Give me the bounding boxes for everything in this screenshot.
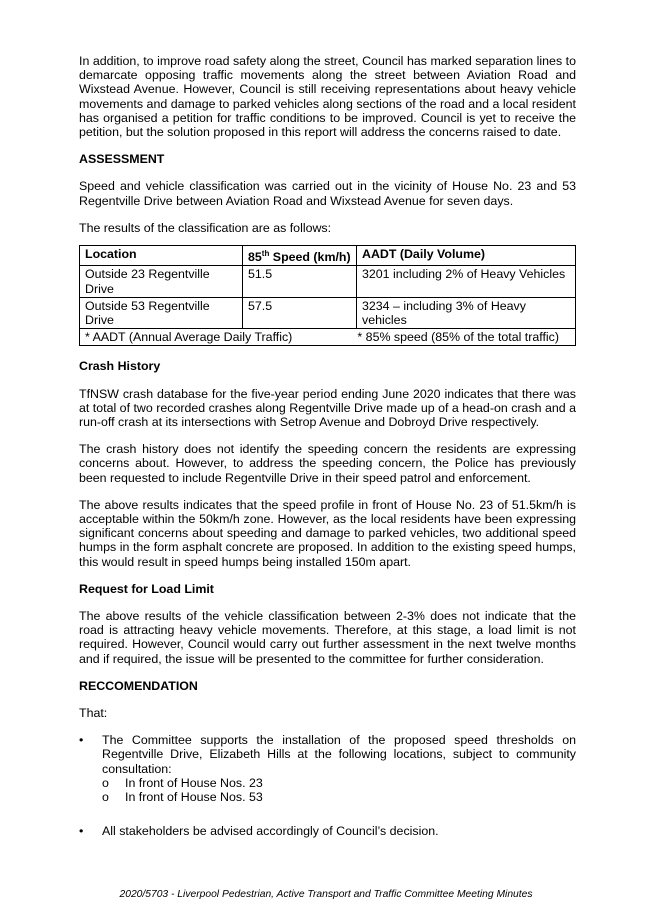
crash-paragraph-3: The above results indicates that the speed profile in front of House No. 23 of 51.5km/h is acceptable within the 50km/h zone. However, as the local residents have been expressing significant concerns about speeding and damage to parked vehicles, two additional speed humps in the form asphalt concrete are proposed. In addition to the existing speed humps, this would result in speed humps being installed 150m apart.: [79, 497, 576, 569]
header-location: Location: [80, 246, 243, 266]
cell-aadt: 3234 – including 3% of Heavy vehicles: [357, 297, 576, 328]
table-row: [80, 297, 576, 328]
load-limit-paragraph: The above results of the vehicle classification between 2-3% does not indicate that the road is attracting heavy vehicle movements. Therefore, at this stage, a load limit is not required. However, Council would carry out further assessment in the next twelve months and if required, the issue will be presented to the committee for further consideration.: [79, 609, 576, 666]
cell-location: Outside 23 Regentville Drive: [80, 266, 243, 297]
header-speed: 85th Speed (km/h): [243, 246, 357, 266]
crash-history-heading: Crash History: [79, 359, 161, 374]
recommendation-list: [79, 733, 576, 838]
load-limit-heading: Request for Load Limit: [79, 581, 214, 596]
list-item: o In front of House Nos. 23: [102, 775, 263, 790]
recommendation-heading: RECCOMENDATION: [79, 678, 198, 693]
list-item: [79, 733, 576, 804]
circle-bullet-icon: o: [102, 775, 109, 790]
bullet-icon: •: [79, 733, 84, 748]
document-body: [79, 54, 576, 838]
assessment-paragraph: Speed and vehicle classification was carried out in the vicinity of House No. 23 and 53 Regentville Drive between Aviation Road and Wixstead Avenue for seven days.: [79, 179, 576, 208]
table-footnote: [80, 329, 576, 346]
cell-speed: 57.5: [243, 297, 357, 328]
cell-speed: 51.5: [243, 266, 357, 297]
location-sublist: [102, 776, 576, 804]
recommendation-that: That:: [79, 706, 108, 721]
classification-intro: The results of the classification are as follows:: [79, 220, 332, 235]
intro-paragraph: In addition, to improve road safety along the street, Council has marked separation lines to demarcate opposing traffic movements along the street between Aviation Road and Wixstead Avenue. However, Council is still receiving representations about heavy vehicle movements and damage to parked vehicles along sections of the road and a local resident has organised a petition for traffic conditions to be improved. Council is yet to receive the petition, but the solution proposed in this report will address the concerns raised to date.: [79, 54, 576, 140]
list-item: o In front of House Nos. 53: [102, 790, 263, 805]
footnote-aadt: * AADT (Annual Average Daily Traffic): [85, 330, 293, 345]
table-row: [80, 266, 576, 297]
bullet-text: The Committee supports the installation of the proposed speed thresholds on Regentville Drive, Elizabeth Hills at the following locations, subject to community consultation:: [102, 733, 576, 776]
footnote-speed: * 85% speed (85% of the total traffic): [357, 330, 559, 345]
header-aadt: AADT (Daily Volume): [357, 246, 576, 266]
assessment-heading: ASSESSMENT: [79, 152, 165, 167]
classification-table: [79, 245, 576, 346]
circle-bullet-icon: o: [102, 790, 109, 805]
table-footnote-row: [80, 329, 576, 346]
list-item: [79, 824, 576, 838]
crash-paragraph-1: TfNSW crash database for the five-year period ending June 2020 indicates that there was at total of two recorded crashes along Regentville Drive made up of a head-on crash and a run-off crash at its intersections with Setrop Avenue and Dobroyd Drive respectively.: [79, 386, 576, 429]
cell-aadt: 3201 including 2% of Heavy Vehicles: [357, 266, 576, 297]
cell-location: Outside 53 Regentville Drive: [80, 297, 243, 328]
bullet-icon: •: [79, 824, 84, 839]
crash-paragraph-2: The crash history does not identify the speeding concern the residents are expressing concerns about. However, to address the speeding concern, the Police has previously been requested to include Regentville Drive in their speed patrol and enforcement.: [79, 442, 576, 485]
table-header-row: [80, 246, 576, 266]
page-footer: 2020/5703 - Liverpool Pedestrian, Active Transport and Traffic Committee Meeting Minutes: [119, 889, 533, 900]
bullet-text: All stakeholders be advised accordingly of Council’s decision.: [102, 824, 439, 839]
